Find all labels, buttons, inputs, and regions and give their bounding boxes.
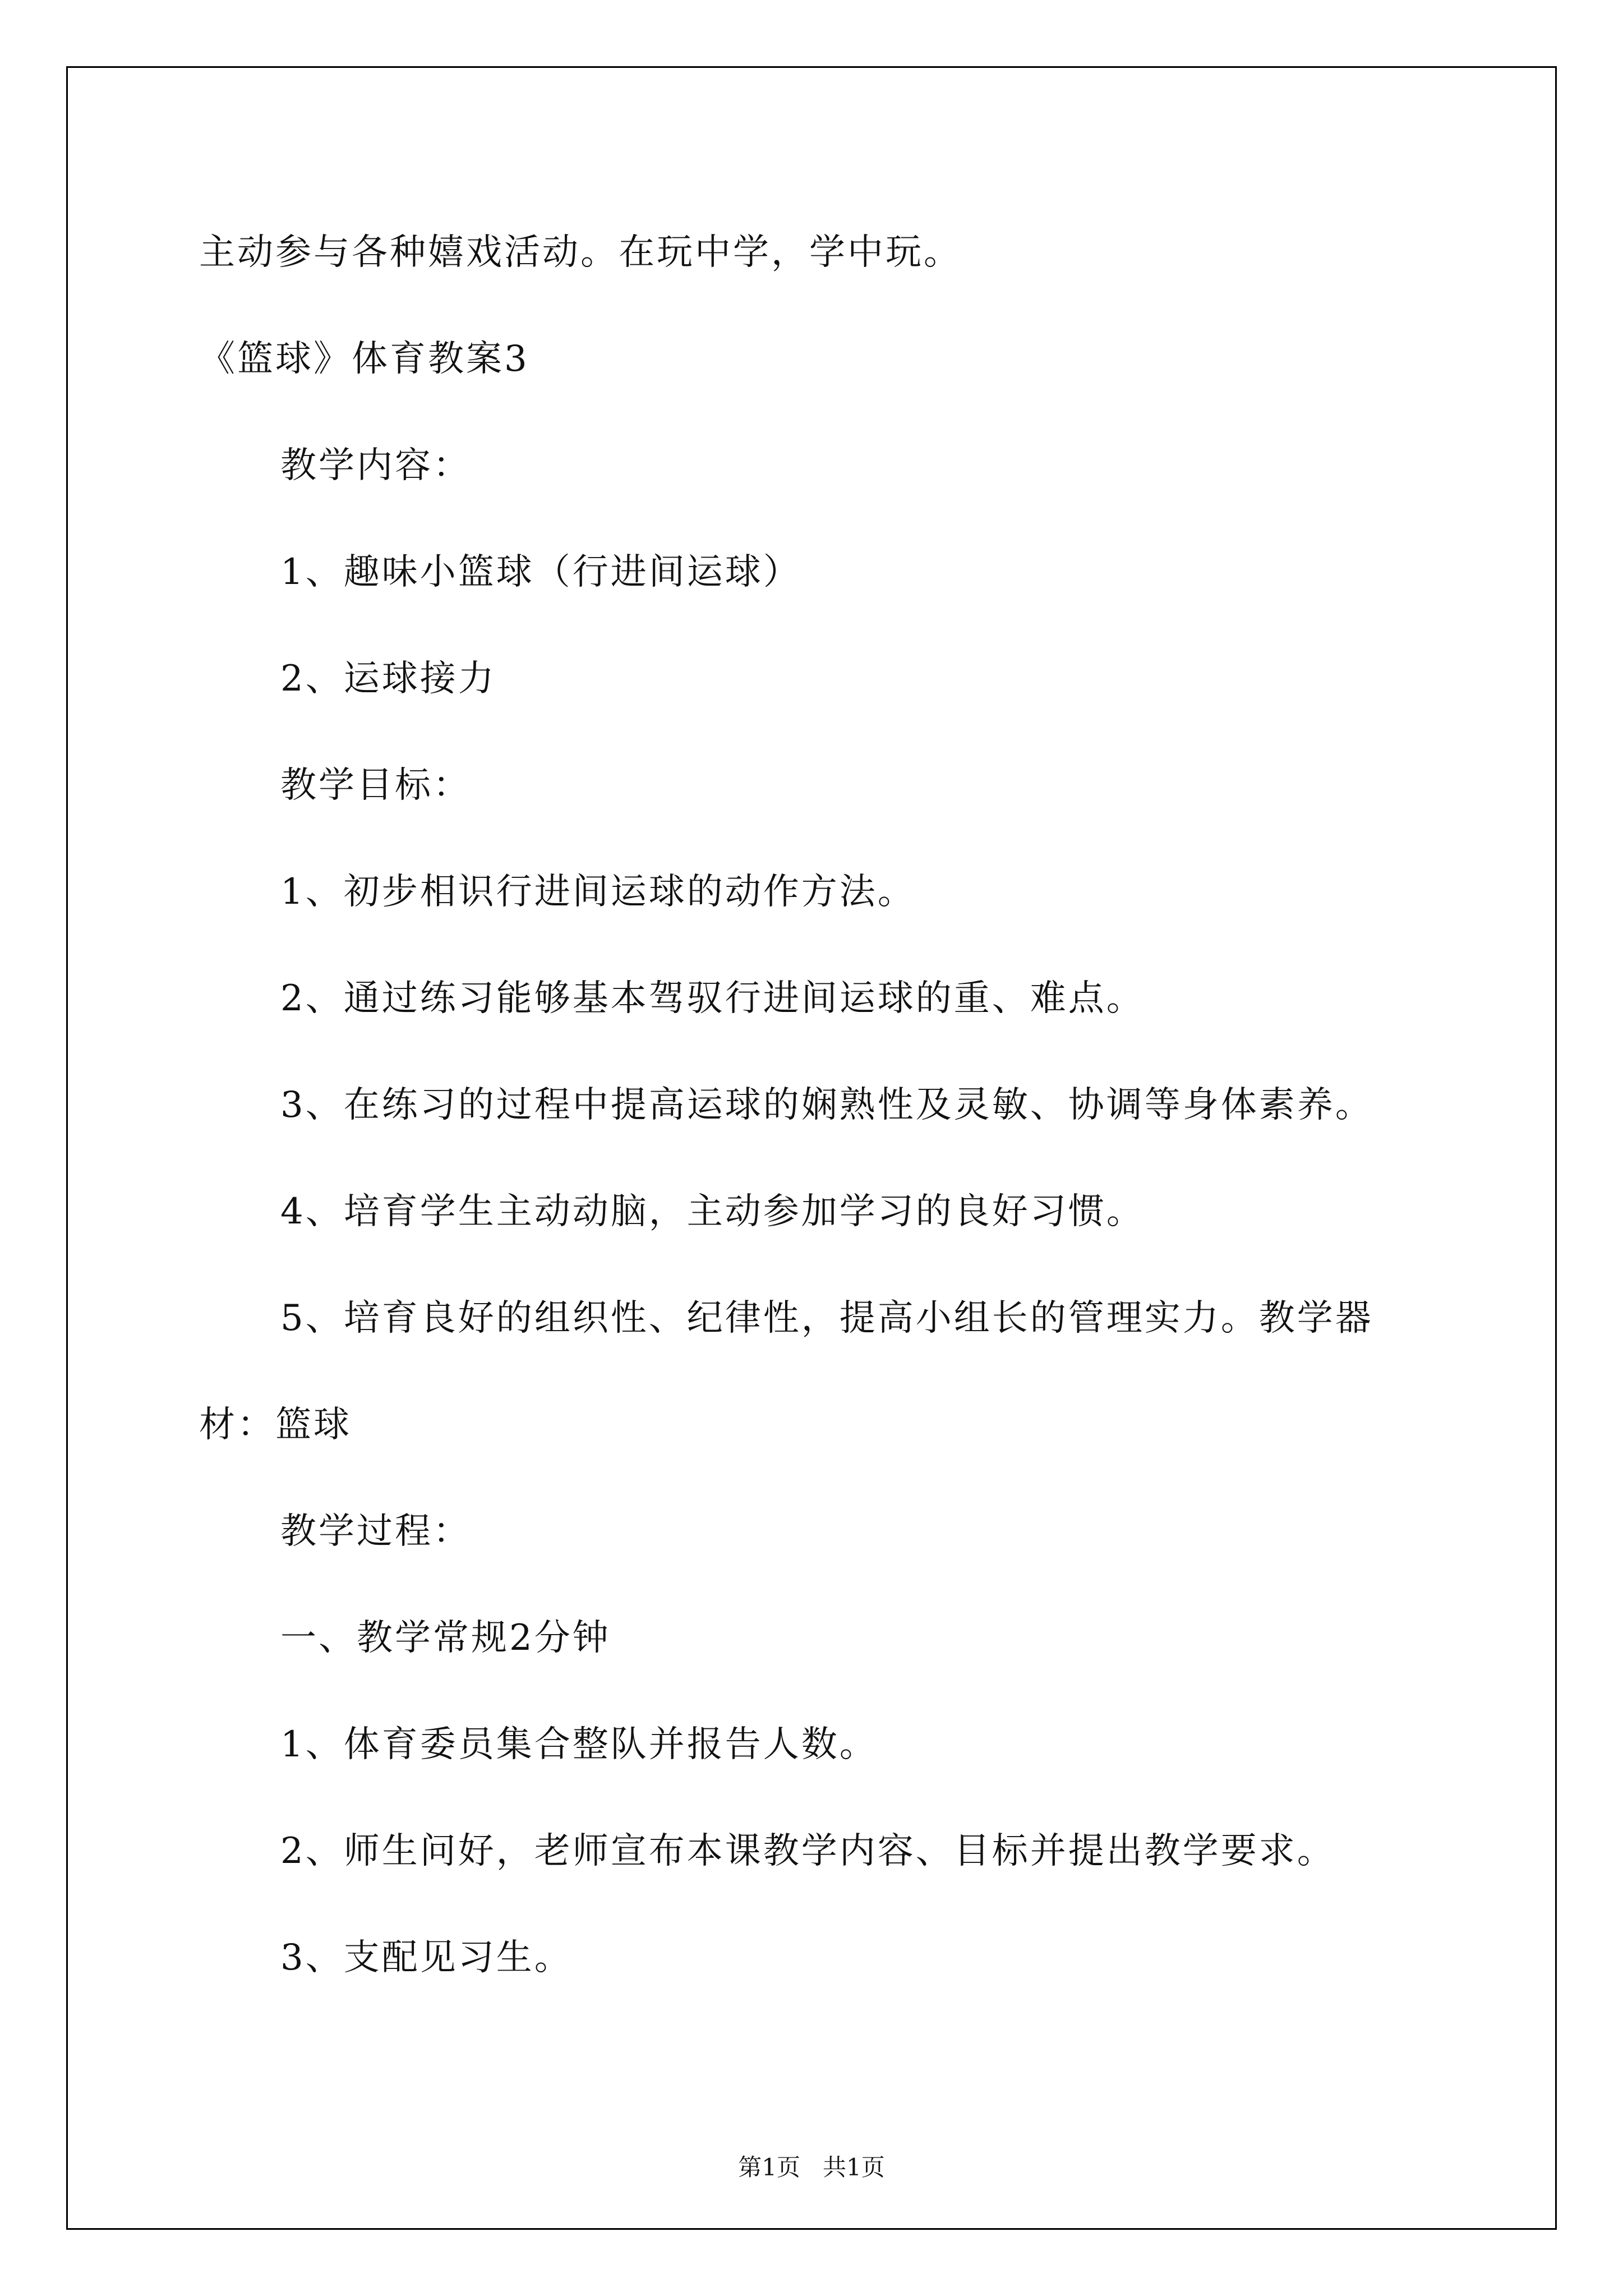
list-item: 3、在练习的过程中提高运球的娴熟性及灵敏、协调等身体素养。 bbox=[280, 1084, 1373, 1126]
list-item: 2、运球接力 bbox=[280, 658, 496, 700]
subheading-teaching-goals: 教学目标： bbox=[280, 765, 471, 806]
list-item: 3、支配见习生。 bbox=[280, 1937, 573, 1978]
list-item: 2、通过练习能够基本驾驭行进间运球的重、难点。 bbox=[280, 978, 1145, 1019]
list-item: 2、师生问好，老师宣布本课教学内容、目标并提出教学要求。 bbox=[280, 1830, 1335, 1872]
list-item: 5、培育良好的组织性、纪律性，提高小组长的管理实力。教学器 bbox=[280, 1297, 1373, 1339]
text-line-continuation: 主动参与各种嬉戏活动。在玩中学，学中玩。 bbox=[199, 232, 962, 273]
section-heading: 《篮球》体育教案3 bbox=[199, 338, 529, 380]
list-item: 1、初步相识行进间运球的动作方法。 bbox=[280, 871, 916, 913]
page-number-footer: 第1页 共1页 bbox=[738, 2154, 885, 2181]
list-item: 4、培育学生主动动脑，主动参加学习的良好习惯。 bbox=[280, 1191, 1145, 1232]
list-item: 1、体育委员集合整队并报告人数。 bbox=[280, 1724, 878, 1765]
subheading-routine: 一、教学常规2分钟 bbox=[280, 1617, 611, 1659]
page-border bbox=[66, 66, 1557, 2230]
text-line-continuation: 材：篮球 bbox=[199, 1404, 352, 1446]
subheading-teaching-content: 教学内容： bbox=[280, 445, 471, 486]
list-item: 1、趣味小篮球（行进间运球） bbox=[280, 551, 801, 593]
subheading-teaching-process: 教学过程： bbox=[280, 1511, 471, 1552]
